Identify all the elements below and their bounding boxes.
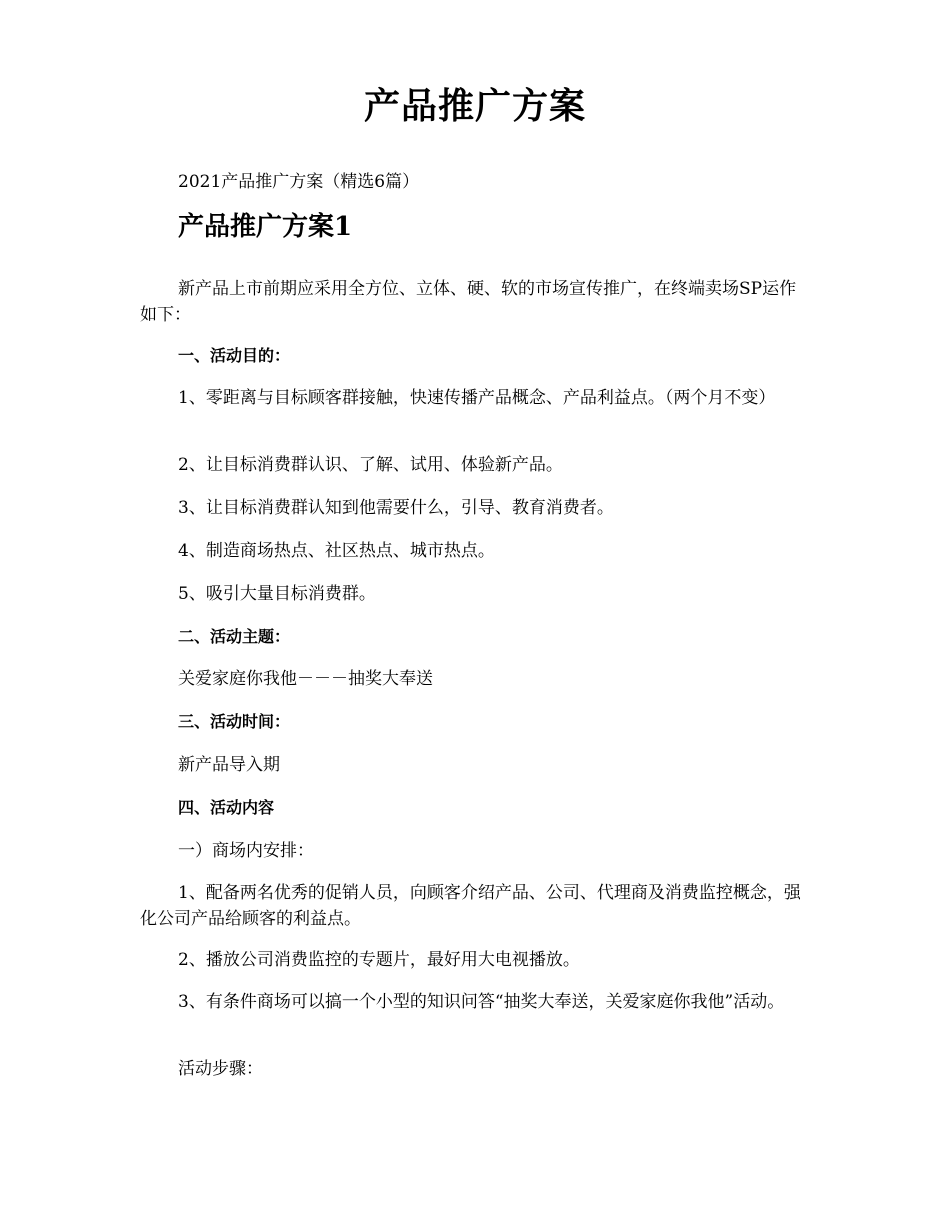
time-text: 新产品导入期 xyxy=(178,755,280,775)
content-item: 3、有条件商场可以搞一个小型的知识问答“抽奖大奉送，关爱家庭你我他”活动。 xyxy=(178,992,785,1012)
theme-heading: 二、活动主题： xyxy=(178,627,291,646)
intro-paragraph: 新产品上市前期应采用全方位、立体、硬、软的市场宣传推广，在终端卖场SP运作如下： xyxy=(140,279,797,325)
goal-item: 5、吸引大量目标消费群。 xyxy=(178,584,376,604)
steps-label: 活动步骤： xyxy=(178,1059,263,1079)
goal-item: 1、零距离与目标顾客群接触，快速传播产品概念、产品利益点。（两个月不变） xyxy=(178,388,776,408)
document-title: 产品推广方案 xyxy=(363,85,586,127)
content-item: 2、播放公司消费监控的专题片，最好用大电视播放。 xyxy=(178,950,580,970)
time-heading: 三、活动时间： xyxy=(178,712,291,731)
content-heading: 四、活动内容 xyxy=(178,798,275,817)
goal-item: 3、让目标消费群认知到他需要什么，引导、教育消费者。 xyxy=(178,498,614,518)
theme-text: 关爱家庭你我他－－－抽奖大奉送 xyxy=(178,669,433,689)
goal-heading: 一、活动目的： xyxy=(178,346,291,365)
goal-item: 4、制造商场热点、社区热点、城市热点。 xyxy=(178,541,495,561)
goal-item: 2、让目标消费群认识、了解、试用、体验新产品。 xyxy=(178,455,563,475)
content-item: 1、配备两名优秀的促销人员，向顾客介绍产品、公司、代理商及消费监控概念，强化公司产品给顾客的利益点。 xyxy=(140,883,801,929)
document-subtitle: 2021产品推广方案（精选6篇） xyxy=(178,172,420,192)
content-subheading: 一）商场内安排： xyxy=(178,841,314,861)
section-heading: 产品推广方案1 xyxy=(178,212,353,242)
